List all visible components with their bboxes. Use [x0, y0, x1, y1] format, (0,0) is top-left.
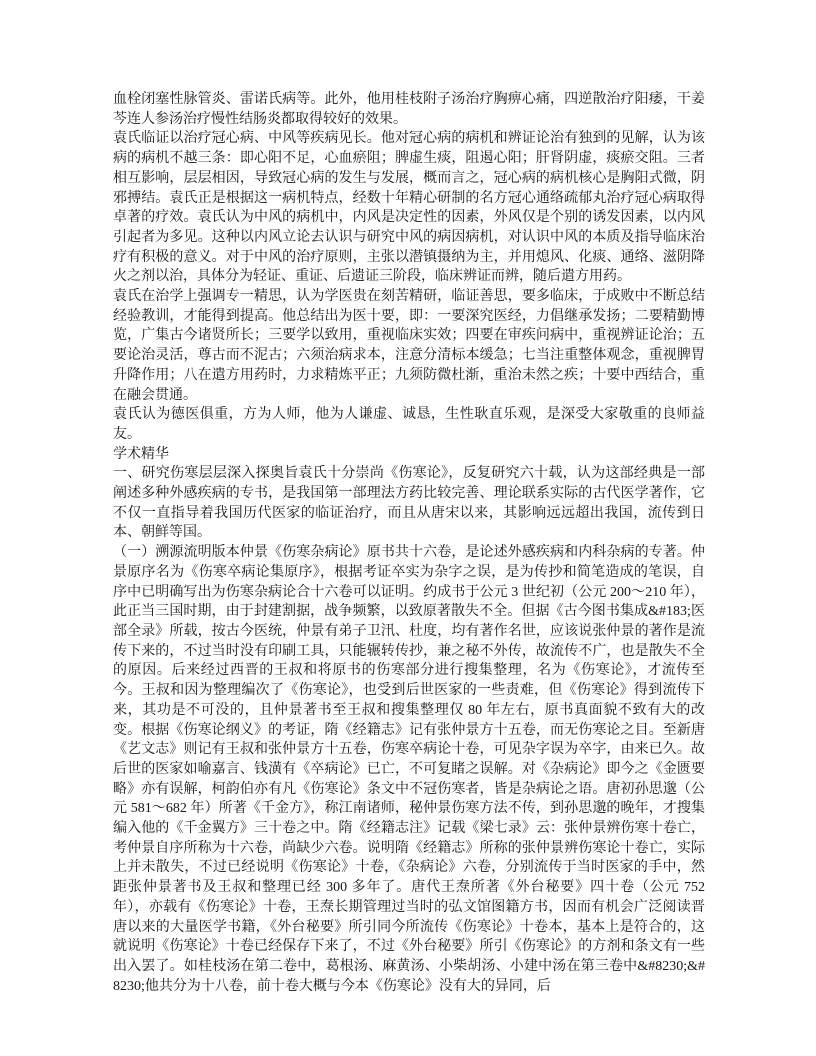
paragraph-formula-results: 血栓闭塞性脉管炎、雷诺氏病等。此外，他用桂枝附子汤治疗胸痹心痛，四逆散治疗阳痿，干姜芩连人参汤治疗慢性结肠炎都取得较好的效果。 [113, 92, 705, 127]
paragraph-shanghan-textual-history: （一）溯源流明版本仲景《伤寒杂病论》原书共十六卷，是论述外感疾病和内科杂病的专著。仲景原序名为《伤寒卒病论集原序》，根据考证卒实为杂字之误，是为传抄和简笔造成的笔误，自序中已明确写出为伤寒杂病论合十六卷可以证明。约成书于公元 3 世纪初（公元 200～210 年），此正当三国时期，由于封建割据，战争频繁，以致原著散失不全。但据《古今图书集成&#183;医部全录》所载，按古今医统，仲景有弟子卫汛、杜度，均有著作名世，应该说张仲景的著作是流传下来的，不过当时没有印刷工具，只能辗转传抄，兼之秘不外传，故流传不广，也是散失不全的原因。后来经过西晋的王叔和将原书的伤寒部分进行搜集整理，名为《伤寒论》，才流传至今。王叔和因为整理编次了《伤寒论》，也受到后世医家的一些责难，但《伤寒论》得到流传下来，其功是不可没的，且仲景著书至王叔和搜集整理仅 80 年左右，原书真面貌不致有大的改变。根据《伤寒论纲义》的考证，隋《经籍志》记有张仲景方十五卷，而无伤寒论之目。至新唐《艺文志》则记有王叔和张仲景方十五卷，伤寒卒病论十卷，可见杂字误为卒字，由来已久。故后世的医家如喻嘉言、钱潢有《卒病论》已亡，不可复睹之误解。对《杂病论》即今之《金匮要略》亦有误解，柯韵伯亦有凡《伤寒论》条文中不冠伤寒者，皆是杂病论之语。唐初孙思邈（公元 581～682 年）所著《千金方》，称江南诸师，秘仲景伤寒方法不传，到孙思邈的晚年，才搜集编入他的《千金翼方》三十卷之中。隋《经籍志注》记载《梁七录》云：张仲景辨伤寒十卷亡，考仲景自序所称为十六卷，尚缺少六卷。说明隋《经籍志》所称的张仲景辨伤寒论十卷亡，实际上并未散失，不过已经说明《伤寒论》十卷，《杂病论》六卷，分别流传于当时医家的手中，然距张仲景著书及王叔和整理已经 300 多年了。唐代王焘所著《外台秘要》四十卷（公元 752 年），亦载有《伤寒论》十卷，王焘长期管理过当时的弘文馆图籍方书，因而有机会广泛阅读晋唐以来的大量医学书籍，《外台秘要》所引同今所流传《伤寒论》十卷本，基本上是符合的，这就说明《伤寒论》十卷已经保存下来了，不过《外台秘要》所引《伤寒论》的方剂和条文有一些出入罢了。如桂枝汤在第二卷中，葛根汤、麻黄汤、小柴胡汤、小建中汤在第三卷中&#8230;&#8230;他共分为十八卷，前十卷大概与今本《伤寒论》没有大的异同，后 [113, 545, 705, 994]
paragraph-ten-essentials: 袁氏在治学上强调专一精思，认为学医贵在刻苦精研，临证善思，要多临床，于成败中不断总结经验教训，才能得到提高。他总结出为医十要，即：一要深究医经，力倡继承发扬；二要精勤博览，广集古今诸贤所长；三要学以致用，重视临床实效；四要在审疾问病中，重视辨证论治；五要论治灵活，尊古而不泥古；六须治病求本，注意分清标本缓急；七当注重整体观念，重视脾胃升降作用；八在遣方用药时，力求精炼平正；九须防微杜渐，重治未然之疾；十要中西结合，重在融会贯通。 [113, 289, 705, 403]
paragraph-shanghan-study-intro: 一、研究伤寒层层深入探奥旨袁氏十分崇尚《伤寒论》，反复研究六十载，认为这部经典是一部阐述多种外感疾病的专书，是我国第一部理法方药比较完善、理论联系实际的古代医学著作，它不仅一直指导着我国历代医家的临证治疗，而且从唐宋以来，其影响远远超出我国，流传到日本、朝鲜等国。 [113, 466, 705, 541]
paragraph-clinical-expertise: 袁氏临证以治疗冠心病、中风等疾病见长。他对冠心病的病机和辨证论治有独到的见解，认为该病的病机不越三条：即心阳不足，心血瘀阻；脾虚生痰，阻遏心阳；肝肾阴虚，痰瘀交阻。三者相互影响，层层相因，导致冠心病的发生与发展，概而言之，冠心病的病机核心是胸阳式微，阴邪搏结。袁氏正是根据这一病机特点，经数十年精心研制的名方冠心通络疏郁丸治疗冠心病取得卓著的疗效。袁氏认为中风的病机中，内风是决定性的因素，外风仅是个别的诱发因素，以内风引起者为多见。这种以内风立论去认识与研究中风的病因病机，对认识中风的本质及指导临床治疗有积极的意义。对于中风的治疗原则，主张以潜镇摄纳为主，并用熄风、化痰、通络、滋阴降火之剂以治，具体分为轻证、重证、后遗证三阶段，临床辨证而辨，随后遣方用药。 [113, 131, 705, 285]
section-heading-academic-essence: 学术精华 [113, 446, 169, 462]
paragraph-personal-character: 袁氏认为德医俱重，方为人师，他为人谦虚、诚恳，生性耿直乐观，是深受大家敬重的良师益友。 [113, 407, 705, 442]
